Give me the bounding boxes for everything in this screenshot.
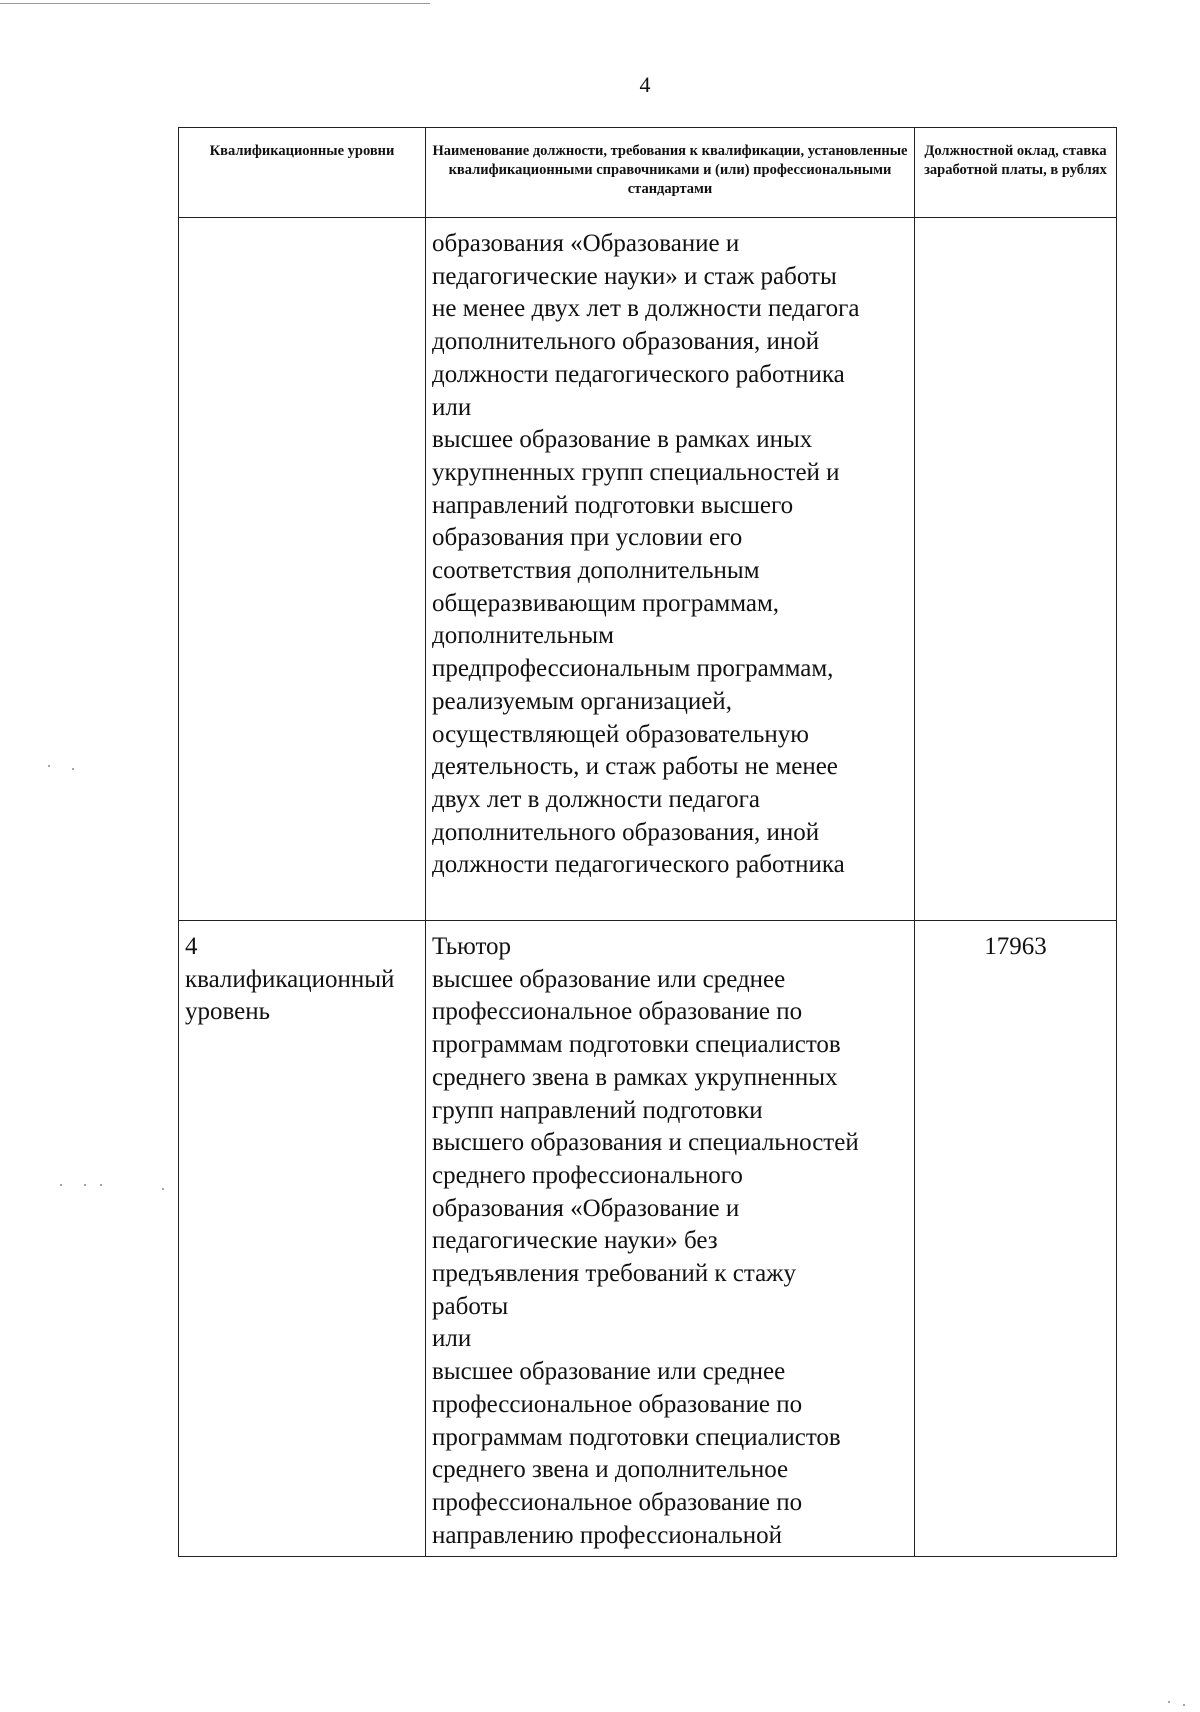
requirements-cell: образования «Образование и педагогические науки» и стаж работы не менее двух лет в должности педагога дополнительного образования, иной должности педагогического работника или высшее образование в рамках иных укрупненных групп специальностей и направлений подготовки высшего образования при условии его соответствия дополнительным общеразвивающим программам, дополнительным предпрофессиональным программам, реализуемым организацией, осуществляющей образовательную деятельность, и стаж работы не менее двух лет в должности педагога дополнительного образования, иной должности педагогического работника	[426, 218, 915, 921]
table-row	[179, 921, 1117, 1557]
scan-top-rule	[0, 3, 430, 4]
scan-speck	[162, 1188, 164, 1190]
requirements-cell: Тьютор высшее образование или среднее профессиональное образование по программам подготовки специалистов среднего звена в рамках укрупненных групп направлений подготовки высшего образования и специальностей среднего профессионального образования «Образование и педагогические науки» без предъявления требований к стажу работы или высшее образование или среднее профессиональное образование по программам подготовки специалистов среднего звена и дополнительное профессиональное образование по направлению профессиональной	[426, 921, 915, 1557]
page-number: 4	[639, 72, 651, 97]
salary-cell: 17963	[915, 921, 1117, 1557]
salary-cell	[915, 218, 1117, 921]
level-cell	[179, 218, 426, 921]
scan-speck	[84, 1184, 86, 1186]
level-cell: 4 квалификационный уровень	[179, 921, 426, 1557]
table-header-row	[179, 128, 1117, 218]
scan-speck	[48, 765, 50, 767]
scan-speck	[100, 1184, 102, 1186]
table-row	[179, 218, 1117, 921]
scan-speck	[60, 1184, 62, 1186]
scan-speck	[72, 768, 74, 770]
header-qualification-levels: Квалификационные уровни	[179, 128, 426, 218]
header-salary: Должностной оклад, ставка заработной платы, в рублях	[915, 128, 1117, 218]
scan-speck	[1168, 1701, 1170, 1703]
scan-speck	[1183, 1704, 1185, 1706]
qualification-table	[178, 127, 1117, 1557]
header-position-requirements: Наименование должности, требования к квалификации, установленные квалификационными справочниками и (или) профессиональными стандартами	[426, 128, 915, 218]
